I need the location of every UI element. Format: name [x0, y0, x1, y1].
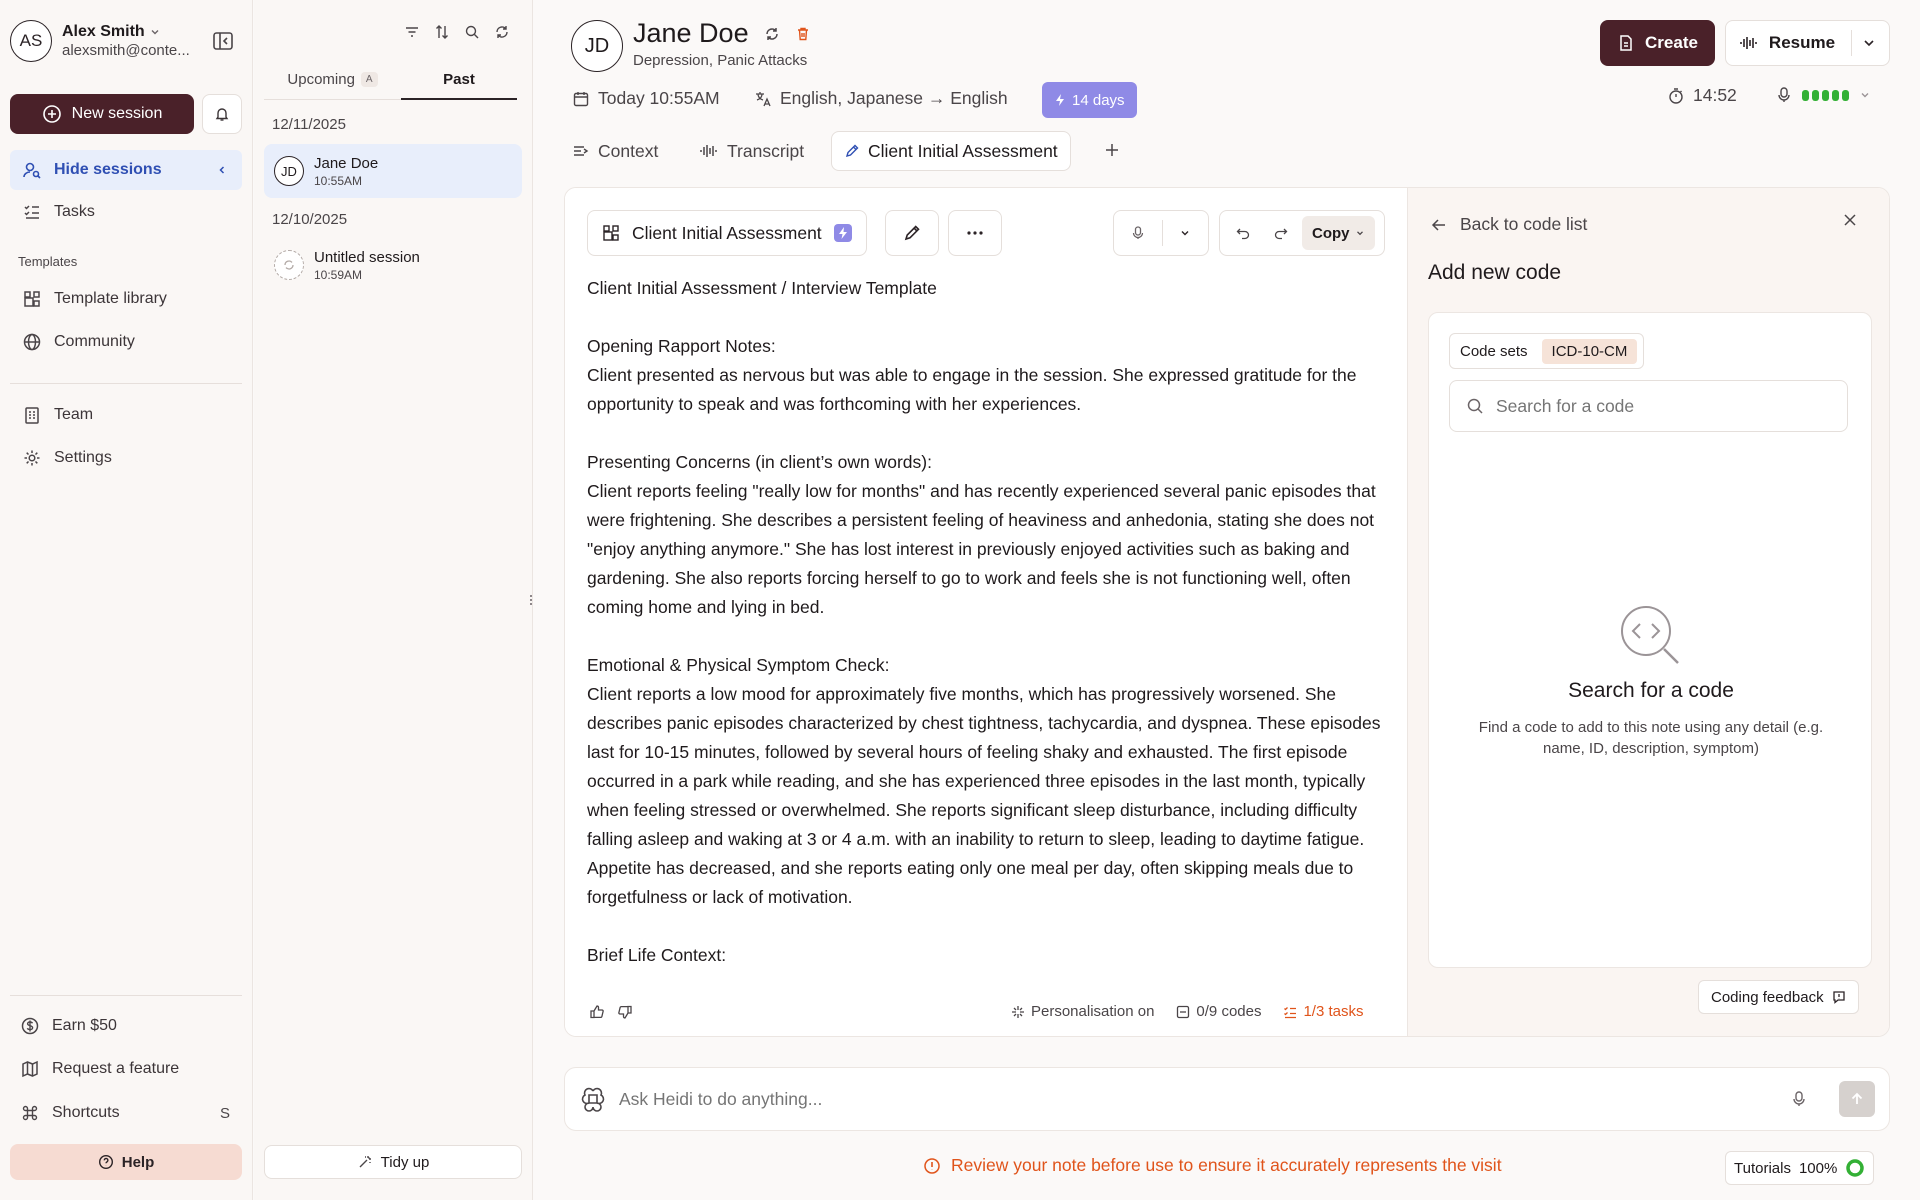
user-email: alexsmith@conte...	[62, 42, 190, 59]
note-editor	[565, 188, 1407, 1037]
code-sets-label: Code sets	[1460, 342, 1528, 360]
lightning-icon	[1054, 93, 1066, 107]
panel-title: Add new code	[1428, 261, 1562, 284]
feedback-thumbs	[589, 1004, 633, 1020]
ask-input[interactable]	[619, 1089, 1779, 1110]
main-area	[534, 0, 1920, 1200]
help-label: Help	[121, 1153, 155, 1171]
sidebar-divider	[10, 995, 242, 996]
tab-past[interactable]	[401, 60, 517, 100]
sidebar-item-tasks[interactable]	[10, 192, 242, 232]
dictate-control	[1113, 210, 1209, 256]
task-list-icon	[22, 202, 42, 222]
empty-title: Search for a code	[1568, 679, 1734, 702]
tasks-count[interactable]	[1283, 1003, 1363, 1020]
tab-badge: A	[361, 72, 378, 87]
context-icon	[572, 142, 590, 160]
resume-button[interactable]	[1725, 20, 1890, 66]
note-card	[564, 187, 1890, 1037]
code-search-input[interactable]	[1496, 396, 1826, 417]
dollar-circle-icon	[20, 1016, 40, 1036]
plus-circle-icon	[42, 104, 62, 124]
message-icon	[1832, 990, 1846, 1004]
sidebar-item-label: Community	[54, 333, 135, 350]
new-session-button[interactable]	[10, 94, 194, 134]
codes-label: 0/9 codes	[1196, 1003, 1262, 1020]
copy-button[interactable]	[1302, 216, 1375, 250]
codes-count[interactable]	[1176, 1003, 1261, 1020]
button-divider	[1851, 30, 1852, 56]
thumbs-down-icon[interactable]	[617, 1004, 633, 1020]
code-search-field[interactable]	[1449, 380, 1848, 432]
sort-icon[interactable]	[434, 24, 450, 40]
sidebar-item-label: Tasks	[54, 203, 95, 220]
calendar-icon	[572, 90, 590, 108]
chevron-down-icon[interactable]	[1859, 89, 1871, 101]
tutorials-progress: 100%	[1798, 1159, 1838, 1177]
template-selector[interactable]	[587, 210, 867, 256]
microphone-icon[interactable]	[1114, 225, 1162, 241]
sidebar-divider	[10, 383, 242, 384]
session-date-label: Today 10:55AM	[598, 88, 720, 108]
waveform-icon	[1739, 34, 1759, 52]
chevron-down-icon	[149, 26, 161, 38]
tab-label: Client Initial Assessment	[868, 140, 1058, 161]
help-circle-icon	[98, 1154, 114, 1170]
collapse-sidebar-icon[interactable]	[212, 30, 234, 52]
tab-label: Transcript	[727, 140, 805, 161]
redo-icon[interactable]	[1264, 226, 1298, 240]
empty-state	[1429, 603, 1873, 759]
sidebar-item-template-library[interactable]	[10, 279, 242, 319]
pencil-icon	[902, 223, 922, 243]
note-paragraph: Brief Life Context:	[587, 945, 727, 965]
tab-context[interactable]	[572, 132, 658, 170]
sidebar-item-label: Template library	[54, 290, 167, 307]
coding-feedback-button[interactable]	[1698, 980, 1859, 1014]
stopwatch-icon	[1667, 87, 1685, 105]
code-set-chip[interactable]: ICD-10-CM	[1542, 339, 1638, 364]
session-item-untitled[interactable]	[264, 238, 522, 292]
note-body[interactable]	[587, 274, 1387, 980]
sidebar-item-label: Earn $50	[52, 1017, 117, 1034]
untitled-session-icon	[274, 250, 304, 280]
sidebar-item-shortcuts[interactable]	[10, 1093, 242, 1133]
tab-label: Upcoming	[287, 71, 355, 88]
code-box-icon	[1176, 1005, 1190, 1019]
sidebar-item-settings[interactable]	[10, 438, 242, 478]
progress-ring-icon	[1845, 1158, 1865, 1178]
language-label: English, Japanese → English	[780, 88, 1008, 108]
mic-level[interactable]	[1776, 86, 1871, 104]
back-to-code-list[interactable]	[1430, 214, 1587, 235]
command-icon	[20, 1103, 40, 1123]
microphone-icon	[1776, 86, 1792, 104]
tab-transcript[interactable]	[699, 132, 804, 170]
session-time: 10:59AM	[314, 267, 363, 282]
microphone-icon[interactable]	[1791, 1090, 1807, 1108]
session-item-jane-doe[interactable]	[264, 144, 522, 198]
more-options-button[interactable]	[948, 210, 1002, 256]
template-name: Client Initial Assessment	[632, 222, 822, 243]
note-paragraph: Opening Rapport Notes: Client presented as nervous but was able to engage in the session. She expressed gratitude for the opportunity to speak and was forthcoming with her experiences.	[587, 336, 1357, 414]
tidy-up-button[interactable]	[264, 1145, 522, 1179]
heidi-logo-icon	[579, 1085, 607, 1113]
bell-icon	[214, 106, 230, 122]
create-label: Create	[1645, 33, 1698, 52]
refresh-icon[interactable]	[494, 24, 510, 40]
session-toolbar	[404, 24, 510, 40]
code-set-selector[interactable]	[1449, 333, 1644, 369]
chevron-down-icon[interactable]	[1862, 36, 1876, 50]
days-badge[interactable]	[1042, 82, 1137, 118]
ask-bar	[564, 1067, 1890, 1131]
language-selector[interactable]	[754, 88, 1008, 109]
template-library-icon	[602, 224, 620, 242]
review-warning	[923, 1155, 1502, 1176]
new-session-label: New session	[71, 105, 163, 122]
map-icon	[20, 1059, 40, 1079]
tab-label: Context	[598, 140, 659, 161]
chevron-down-icon[interactable]	[1162, 227, 1208, 239]
add-tab-icon[interactable]	[1102, 140, 1122, 160]
note-title: Client Initial Assessment / Interview Template	[587, 278, 937, 298]
shortcut-key: S	[219, 1104, 230, 1122]
copy-label: Copy	[1312, 224, 1350, 242]
filter-icon[interactable]	[404, 24, 420, 40]
pencil-icon	[844, 143, 860, 159]
globe-icon	[22, 332, 42, 352]
sidebar-item-team[interactable]	[10, 395, 242, 435]
session-timer	[1667, 85, 1737, 106]
arrow-left-icon	[1430, 216, 1448, 234]
session-time: 10:55AM	[314, 173, 363, 188]
user-menu[interactable]	[10, 20, 190, 62]
session-list-panel	[254, 0, 533, 1200]
patient-avatar: JD	[571, 20, 623, 72]
sidebar-item-label: Team	[54, 406, 94, 423]
resume-label: Resume	[1768, 33, 1836, 52]
sparkle-icon	[1011, 1005, 1025, 1019]
tab-upcoming[interactable]	[264, 60, 401, 100]
sidebar-item-label: Settings	[54, 449, 112, 466]
sidebar-item-hide-sessions[interactable]	[10, 150, 242, 190]
tutorials-button[interactable]	[1725, 1151, 1874, 1185]
close-icon[interactable]	[1840, 210, 1860, 230]
search-icon[interactable]	[464, 24, 480, 40]
tutorials-label: Tutorials	[1734, 1159, 1791, 1177]
session-name: Untitled session	[314, 248, 420, 266]
code-search-card	[1428, 312, 1872, 968]
code-panel	[1407, 188, 1890, 1037]
sidebar-item-label: Request a feature	[52, 1060, 180, 1077]
warning-circle-icon	[923, 1157, 941, 1175]
session-name: Jane Doe	[314, 154, 379, 172]
tasks-label: 1/3 tasks	[1303, 1003, 1364, 1020]
tab-label: Past	[443, 70, 475, 88]
session-date-group: 12/11/2025	[272, 116, 346, 133]
waveform-icon	[699, 142, 719, 160]
sidebar-item-request-feature[interactable]	[10, 1049, 242, 1089]
template-library-icon	[22, 289, 42, 309]
mic-level-meter	[1802, 90, 1849, 101]
patient-conditions: Depression, Panic Attacks	[633, 52, 808, 69]
days-badge-label: 14 days	[1072, 91, 1125, 109]
trash-icon[interactable]	[795, 26, 811, 42]
send-button[interactable]	[1839, 1081, 1875, 1117]
sidebar	[0, 0, 253, 1200]
search-icon	[1466, 397, 1484, 415]
thumbs-up-icon[interactable]	[589, 1004, 605, 1020]
user-search-icon	[22, 160, 42, 180]
empty-description: Find a code to add to this note using any detail (e.g. name, ID, description, symptom)	[1478, 719, 1824, 757]
note-paragraph: Presenting Concerns (in client’s own words): Client reports feeling "really low for months" and has recently experienced several panic episodes that were frightening. She describes a persistent feeling of heaviness and anhedonia, stating she does not "enjoy anything anymore." She has lost interest in previously enjoyed activities such as baking and gardening. She also reports forcing herself to go to work and feels she is not functioning well, often coming home and lying in bed.	[587, 452, 1376, 617]
task-list-icon	[1283, 1005, 1297, 1019]
sidebar-item-label: Hide sessions	[54, 161, 162, 178]
sidebar-item-earn[interactable]	[10, 1006, 242, 1046]
ai-badge-icon	[834, 224, 852, 242]
chevron-left-icon	[216, 164, 228, 176]
sidebar-item-label: Shortcuts	[52, 1104, 120, 1121]
create-button[interactable]	[1600, 20, 1715, 66]
chevron-down-icon	[1355, 228, 1365, 238]
tidy-up-label: Tidy up	[380, 1153, 430, 1171]
templates-section-label: Templates	[18, 254, 78, 269]
user-avatar: AS	[10, 20, 52, 62]
document-icon	[1617, 34, 1635, 52]
session-date[interactable]	[572, 88, 720, 109]
user-name: Alex Smith	[62, 23, 145, 40]
edit-actions	[1219, 210, 1385, 256]
undo-icon[interactable]	[1226, 226, 1260, 240]
notifications-button[interactable]	[202, 94, 242, 134]
session-date-group: 12/10/2025	[272, 211, 348, 228]
tab-client-initial-assessment[interactable]	[831, 131, 1071, 171]
swap-patient-icon[interactable]	[763, 25, 781, 43]
review-warning-text: Review your note before use to ensure it accurately represents the visit	[951, 1155, 1502, 1175]
ellipsis-icon	[966, 230, 984, 236]
coding-feedback-label: Coding feedback	[1711, 988, 1824, 1006]
building-icon	[22, 405, 42, 425]
help-button[interactable]	[10, 1144, 242, 1180]
session-avatar: JD	[274, 156, 304, 186]
personalisation-toggle[interactable]	[1011, 1003, 1154, 1020]
personalisation-label: Personalisation on	[1031, 1003, 1155, 1020]
gear-icon	[22, 448, 42, 468]
timer-label: 14:52	[1693, 85, 1737, 105]
note-paragraph: Emotional & Physical Symptom Check: Client reports a low mood for approximately five months, which has progressively worsened. She describes panic episodes characterized by chest tightness, tachycardia, and dyspnea. These episodes last for 10-15 minutes, followed by several hours of feeling shaky and exhausted. The first episode occurred in a park while reading, and she has experienced three episodes in the last month, typically when feeling stressed or overwhelmed. She reports significant sleep disturbance, including difficulty falling asleep and waking at 3 or 4 a.m. with an inability to return to sleep, leading to daytime fatigue. Appetite has decreased, and she reports eating only one meal per day, often skipping meals due to forgetfulness or lack of motivation.	[587, 655, 1381, 907]
sidebar-item-community[interactable]	[10, 322, 242, 362]
translate-icon	[754, 90, 772, 108]
back-label: Back to code list	[1460, 214, 1588, 234]
code-search-illustration-icon	[1429, 603, 1873, 669]
edit-template-button[interactable]	[885, 210, 939, 256]
patient-name[interactable]: Jane Doe	[633, 18, 749, 48]
magic-wand-icon	[357, 1154, 373, 1170]
